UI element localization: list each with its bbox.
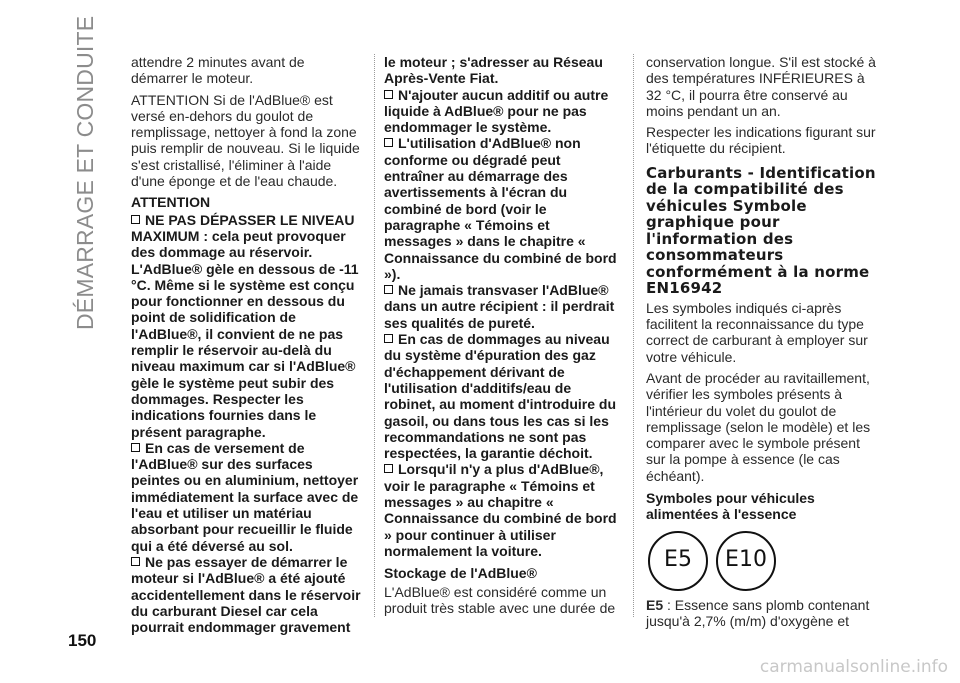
checkbox-bullet-icon bbox=[131, 443, 140, 452]
warning-item bbox=[384, 87, 618, 136]
warning-item bbox=[131, 554, 365, 635]
warning-text: Ne jamais transvaser l'AdBlue® dans un autre récipient : il perdrait ses qualités de pureté. bbox=[384, 282, 615, 331]
chapter-sidebar bbox=[60, 15, 140, 330]
column-divider bbox=[633, 54, 634, 617]
e5-fuel-icon: E5 bbox=[648, 531, 708, 591]
page-number: 150 bbox=[68, 631, 97, 650]
warning-text: En cas de versement de l'AdBlue® sur des surfaces peintes ou en aluminium, nettoyer immédiatement la surface avec de l'eau et utiliser un matériau absorbant pour recueillir le fluide qui a été déversé au sol. bbox=[131, 439, 359, 554]
paragraph: Respecter les indications figurant sur l'étiquette du récipient. bbox=[646, 124, 876, 157]
column-divider bbox=[374, 54, 375, 617]
fuel-symbols bbox=[646, 531, 880, 591]
warning-item bbox=[384, 135, 618, 282]
section-subtitle: Stockage de l'AdBlue® bbox=[384, 565, 537, 582]
checkbox-bullet-icon bbox=[384, 285, 393, 294]
warning-text: Ne pas essayer de démarrer le moteur si l'AdBlue® a été ajouté accidentellement dans le réservoir du carburant Diesel car cela pourrait endommager gravement bbox=[131, 553, 361, 636]
text-column-1 bbox=[131, 54, 365, 635]
attention-heading: ATTENTION bbox=[131, 194, 211, 211]
checkbox-bullet-icon bbox=[384, 464, 393, 473]
fuel-definition bbox=[646, 597, 880, 630]
paragraph: attendre 2 minutes avant de démarrer le moteur. bbox=[131, 54, 305, 87]
warning-item bbox=[131, 212, 365, 440]
watermark: carmanualsonline.info bbox=[759, 657, 948, 677]
paragraph: Les symboles indiqués ci-après facilitent la reconnaissance du type correct de carburant à employer sur votre véhicule. bbox=[646, 299, 868, 365]
e10-fuel-icon: E10 bbox=[716, 531, 776, 591]
warning-item bbox=[384, 331, 618, 461]
fuel-code: E5 bbox=[646, 596, 664, 613]
paragraph: Avant de procéder au ravitaillement, vérifier les symboles présents à l'intérieur du volet du goulot de remplissage (selon le modèle) et les comparer avec le symbole présent sur la pompe à essence (le cas échéant). bbox=[646, 369, 871, 484]
section-subtitle: Symboles pour véhicules alimentées à l'essence bbox=[646, 490, 815, 523]
fuel-description: : Essence sans plomb contenant jusqu'à 2,7% (m/m) d'oxygène et bbox=[646, 596, 870, 629]
checkbox-bullet-icon bbox=[131, 215, 140, 224]
paragraph: ATTENTION Si de l'AdBlue® est versé en-dehors du goulot de remplissage, nettoyer à fond la zone puis remplir de nouveau. Si le liquide s'est cristallisé, l'éliminer à l'aide d'une éponge et de l'eau chaude. bbox=[131, 91, 360, 190]
checkbox-bullet-icon bbox=[384, 90, 393, 99]
warning-continuation: le moteur ; s'adresser au Réseau Après-Vente Fiat. bbox=[384, 54, 603, 87]
chapter-title: DÉMARRAGE ET CONDUITE bbox=[72, 15, 98, 330]
warning-item bbox=[384, 282, 618, 331]
checkbox-bullet-icon bbox=[384, 138, 393, 147]
paragraph: L'AdBlue® est considéré comme un produit très stable avec une durée de bbox=[384, 583, 616, 616]
section-title: Carburants - Identification de la compatibilité des véhicules Symbole graphique pour l'information des consommateurs conformément à la norme EN16942 bbox=[646, 163, 876, 298]
warning-text: NE PAS DÉPASSER LE NIVEAU MAXIMUM : cela peut provoquer des dommage au réservoir. L'AdBlue® gèle en dessous de -11 °C. Même si le système est conçu pour fonctionner en dessous du point de solidification de l'AdBlue®, il convient de ne pas remplir le réservoir au-delà du niveau maximum car si l'AdBlue® gèle le système peut subir des dommages. Respecter les indications fournies dans le présent paragraphe. bbox=[131, 211, 359, 440]
checkbox-bullet-icon bbox=[131, 557, 140, 566]
text-column-2 bbox=[384, 54, 618, 621]
warning-item bbox=[131, 440, 365, 554]
warning-item bbox=[384, 461, 618, 559]
warning-text: Lorsqu'il n'y a plus d'AdBlue®, voir le paragraphe « Témoins et messages » au chapitre « Connaissance du combiné de bord » pour continuer à utiliser normalement la voiture. bbox=[384, 461, 617, 559]
checkbox-bullet-icon bbox=[384, 334, 393, 343]
warning-text: L'utilisation d'AdBlue® non conforme ou dégradé peut entraîner au démarrage des avertissements à l'écran du combiné de bord (voir le paragraphe « Témoins et messages » dans le chapitre « Connaissance du combiné de bord »). bbox=[384, 135, 617, 282]
warning-text: En cas de dommages au niveau du système d'épuration des gaz d'échappement dérivant de l'utilisation d'additifs/eau de robinet, au moment d'introduire du gasoil, ou dans tous les cas si les recommandations ne sont pas respectées, la garantie déchoit. bbox=[384, 331, 616, 462]
warning-text: N'ajouter aucun additif ou autre liquide à AdBlue® pour ne pas endommager le système. bbox=[384, 86, 609, 136]
paragraph: conservation longue. S'il est stocké à des températures INFÉRIEURES à 32 °C, il pourra être conservé au moins pendant un an. bbox=[646, 54, 876, 119]
text-column-3 bbox=[646, 54, 880, 634]
